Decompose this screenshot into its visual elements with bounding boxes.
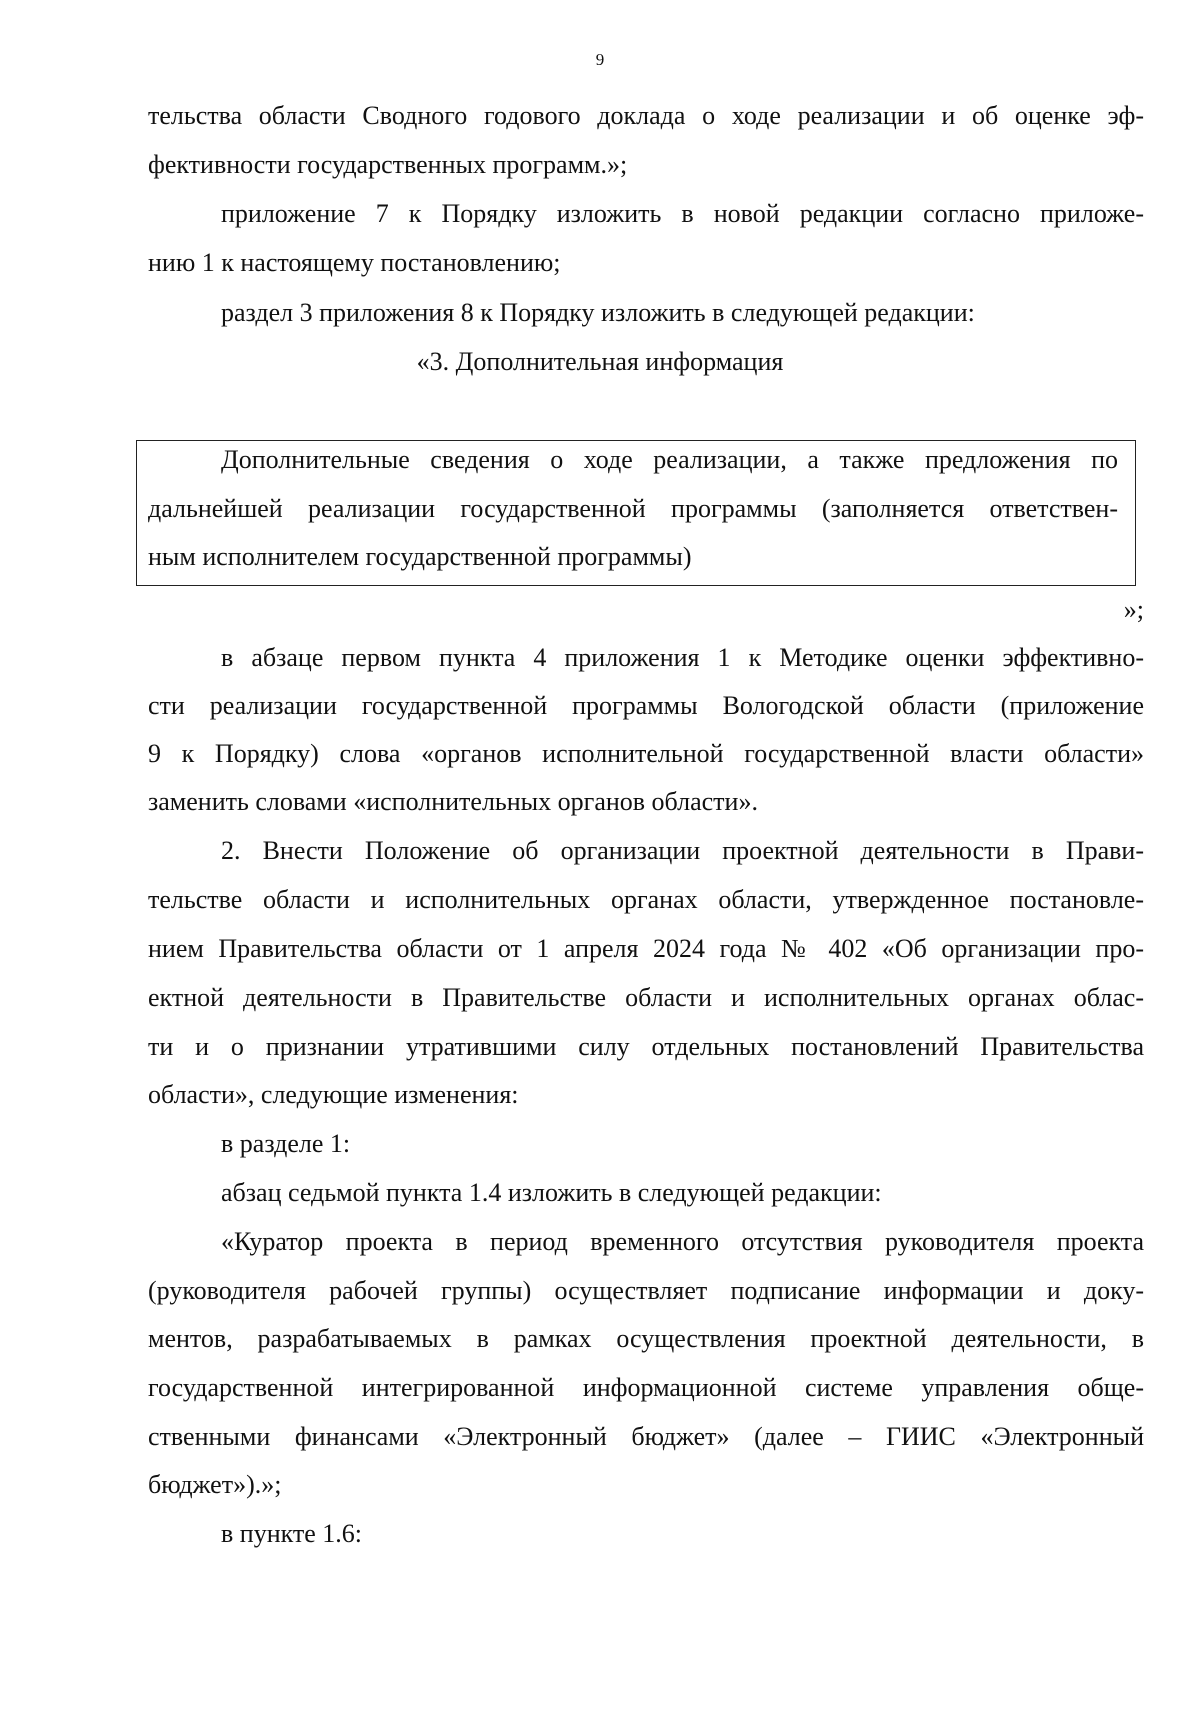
box-line: Дополнительные сведения о ходе реализации, а также предложения по bbox=[221, 445, 1118, 474]
paragraph-line: ментов, разрабатываемых в рамках осуществления проектной деятельности, в bbox=[148, 1324, 1144, 1353]
paragraph-line: области», следующие изменения: bbox=[148, 1080, 519, 1109]
paragraph-line: в абзаце первом пункта 4 приложения 1 к Методике оценки эффективно- bbox=[221, 643, 1144, 672]
section-heading: «3. Дополнительная информация bbox=[416, 347, 784, 376]
paragraph-line: ектной деятельности в Правительстве области и исполнительных органах облас- bbox=[148, 983, 1144, 1012]
paragraph-line: заменить словами «исполнительных органов области». bbox=[148, 787, 758, 816]
paragraph-line: государственной интегрированной информационной системе управления обще- bbox=[148, 1373, 1144, 1402]
box-line: дальнейшей реализации государственной программы (заполняется ответствен- bbox=[148, 494, 1118, 523]
paragraph-line: фективности государственных программ.»; bbox=[148, 150, 628, 179]
paragraph-line: ти и о признании утратившими силу отдельных постановлений Правительства bbox=[148, 1032, 1144, 1061]
closing-quote: »; bbox=[1123, 595, 1144, 624]
box-line: ным исполнителем государственной программы) bbox=[148, 542, 692, 571]
paragraph-line: нием Правительства области от 1 апреля 2024 года № 402 «Об организации про- bbox=[148, 934, 1144, 963]
paragraph-line: ственными финансами «Электронный бюджет» (далее – ГИИС «Электронный bbox=[148, 1422, 1144, 1451]
paragraph-line: абзац седьмой пункта 1.4 изложить в следующей редакции: bbox=[221, 1178, 882, 1207]
paragraph-line: тельства области Сводного годового доклада о ходе реализации и об оценке эф- bbox=[148, 101, 1144, 130]
paragraph-line: раздел 3 приложения 8 к Порядку изложить в следующей редакции: bbox=[221, 298, 975, 327]
paragraph-line: приложение 7 к Порядку изложить в новой редакции согласно приложе- bbox=[221, 199, 1144, 228]
paragraph-line: бюджет»).»; bbox=[148, 1470, 282, 1499]
paragraph-line: тельстве области и исполнительных органах области, утвержденное постановле- bbox=[148, 885, 1144, 914]
paragraph-line: (руководителя рабочей группы) осуществляет подписание информации и доку- bbox=[148, 1276, 1144, 1305]
paragraph-line: 2. Внести Положение об организации проектной деятельности в Прави- bbox=[221, 836, 1144, 865]
paragraph-line: «Куратор проекта в период временного отсутствия руководителя проекта bbox=[221, 1227, 1144, 1256]
page-number: 9 bbox=[595, 50, 605, 69]
paragraph-line: в разделе 1: bbox=[221, 1129, 351, 1158]
paragraph-line: сти реализации государственной программы Вологодской области (приложение bbox=[148, 691, 1144, 720]
paragraph-line: нию 1 к настоящему постановлению; bbox=[148, 248, 561, 277]
paragraph-line: в пункте 1.6: bbox=[221, 1519, 363, 1548]
paragraph-line: 9 к Порядку) слова «органов исполнительной государственной власти области» bbox=[148, 739, 1144, 768]
